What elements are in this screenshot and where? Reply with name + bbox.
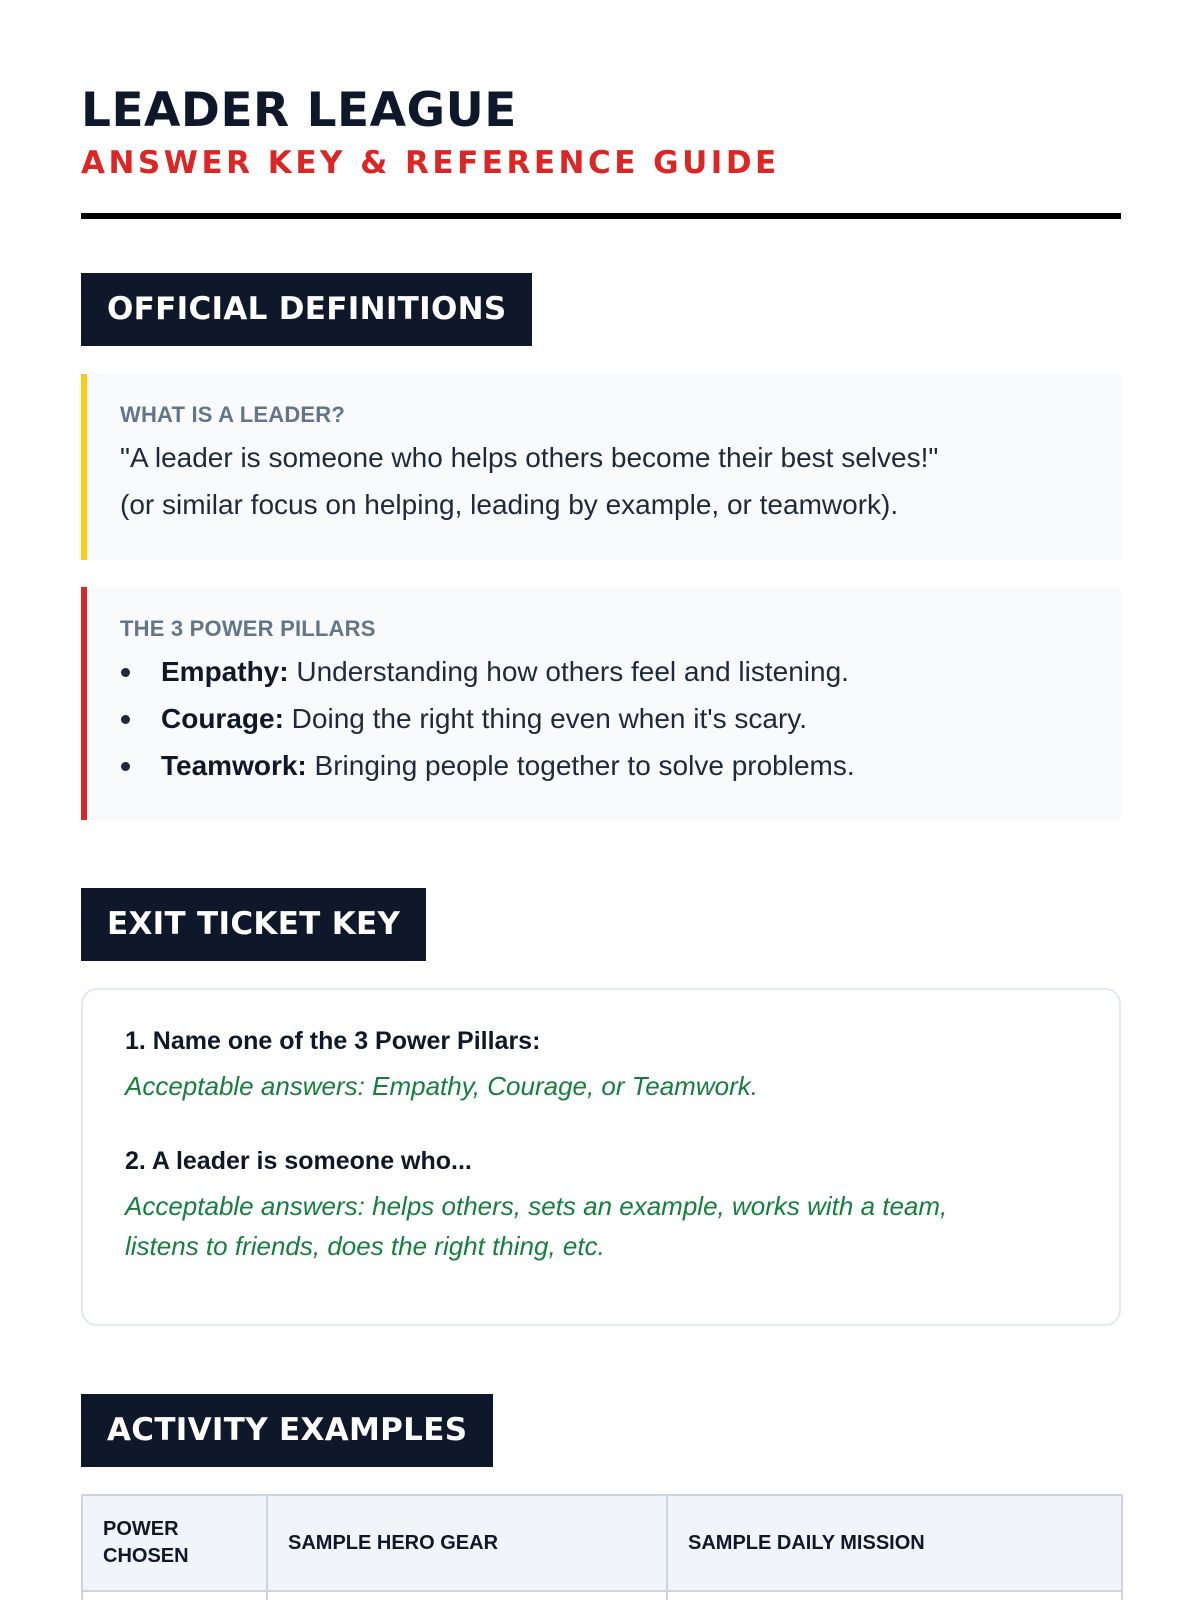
exit-ticket-answer-2-line-2: listens to friends, does the right thing, etc. [125,1231,605,1261]
leader-definition-line-2: (or similar focus on helping, leading by example, or teamwork). [120,489,899,520]
power-pillars-box [81,587,1121,820]
pillar-name: Empathy: [161,656,289,687]
leader-definition-box [81,374,1121,560]
exit-ticket-question-1: 1. Name one of the 3 Power Pillars: [125,1027,541,1055]
pillar-description: Bringing people together to solve problems. [306,750,855,781]
table-cell [82,1591,267,1600]
table-header-row [82,1495,1122,1591]
pillar-name: Teamwork: [161,750,307,781]
leader-definition-label: WHAT IS A LEADER? [120,402,346,427]
exit-ticket-answer-2-line-1: Acceptable answers: helps others, sets an example, works with a team, [125,1191,948,1221]
pillar-description: Doing the right thing even when it's scary. [283,703,808,734]
activity-table-wrap [81,1494,1121,1600]
pillar-description: Understanding how others feel and listening. [288,656,849,687]
page-subtitle: ANSWER KEY & REFERENCE GUIDE [81,145,780,181]
column-header-daily-mission: SAMPLE DAILY MISSION [667,1495,1122,1591]
column-header-power-line-1: POWER [103,1518,179,1540]
pillar-courage [120,695,1121,742]
section-heading-exit-ticket: EXIT TICKET KEY [81,888,426,961]
pillar-name: Courage: [161,703,284,734]
exit-ticket-box [81,988,1121,1326]
column-header-power-line-2: CHOSEN [103,1545,189,1567]
exit-ticket-answer-1: Acceptable answers: Empathy, Courage, or Teamwork. [125,1071,758,1101]
activity-examples-table [81,1494,1123,1600]
power-pillars-list [120,648,1121,789]
pillar-empathy [120,648,1121,695]
title-divider [81,213,1121,219]
table-cell [267,1591,667,1600]
pillar-teamwork [120,742,1121,789]
column-header-hero-gear: SAMPLE HERO GEAR [267,1495,667,1591]
table-row [82,1591,1122,1600]
power-pillars-label: THE 3 POWER PILLARS [120,616,376,641]
column-header-power-chosen [82,1495,267,1591]
table-cell [667,1591,1122,1600]
section-heading-definitions: OFFICIAL DEFINITIONS [81,273,532,346]
exit-ticket-question-2: 2. A leader is someone who... [125,1147,472,1175]
section-heading-activity: ACTIVITY EXAMPLES [81,1394,493,1467]
page-title: LEADER LEAGUE [81,83,517,138]
leader-definition-line-1: "A leader is someone who helps others become their best selves!" [120,442,939,473]
